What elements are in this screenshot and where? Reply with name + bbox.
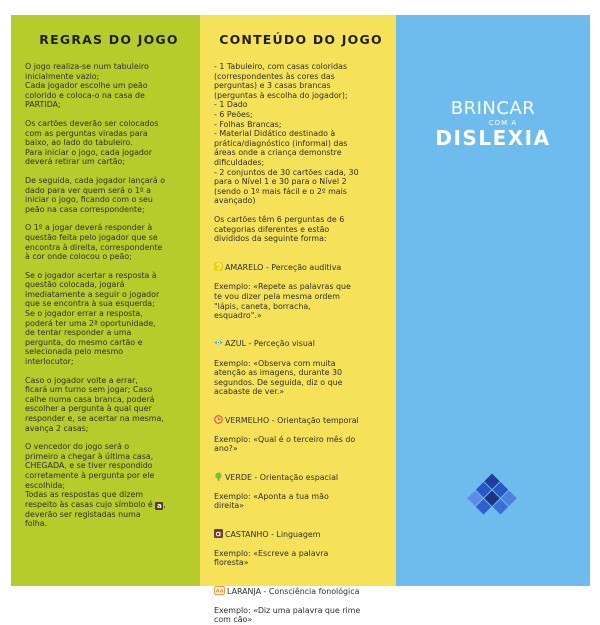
- category-laranja-title: LARANJA - Consciência fonológica: [227, 586, 360, 596]
- brand-logotype: [396, 99, 590, 149]
- category-castanho-title: CASTANHO - Linguagem: [225, 529, 321, 539]
- rules-panel: [11, 15, 200, 586]
- ear-icon: [214, 262, 223, 271]
- content-panel: [200, 15, 396, 625]
- rules-paragraph-4: O 1º a jogar deverá responder à questão feita pelo jogador que se encontra à direita, correspondente à cor onde colocou o peão;: [25, 223, 163, 262]
- content-intro: Os cartões têm 6 perguntas de 6 categorias diferentes e estão divididos da seguinte forma:: [214, 214, 345, 244]
- phonology-icon: [214, 586, 225, 595]
- cube-logo-icon: [460, 467, 524, 531]
- category-amarelo: [214, 253, 388, 321]
- category-verde-example: Exemplo: «Aponta a tua mão direita»: [214, 491, 329, 511]
- rules-paragraph-7-tail: , deverão ser registadas numa folha.: [25, 499, 166, 529]
- category-laranja-example: Exemplo: «Diz uma palavra que rime com cão»: [214, 605, 361, 625]
- rules-paragraph-6: Caso o jogador volte a errar, ficará um turno sem jogar; Caso calhe numa casa branca, poderá escolher a pergunta à qual quer responder e, se acertar na mesma, avança 2 casas;: [25, 375, 164, 433]
- brand-line-1: BRINCAR: [450, 98, 536, 119]
- content-heading: CONTEÚDO DO JOGO: [219, 32, 383, 47]
- category-verde-title: VERDE - Orientação espacial: [225, 472, 339, 482]
- category-vermelho: [214, 405, 388, 454]
- content-list: - 1 Tabuleiro, com casas coloridas (correspondentes às cores das perguntas) e 3 casas brancas (perguntas à escolha do jogador); - 1 Dado - 6 Peões; - Folhas Brancas; - Material Didático destinado à prática/diagnóstico (informal) das áreas onde a criança demonstre dificuldades; - 2 conjuntos de 30 cartões cada, 30 para o Nível 1 e 30 para o Nível 2 (sendo o 1º mais fácil e o 2º mais avançado): [214, 62, 359, 206]
- category-verde: [214, 462, 388, 511]
- tree-icon: [214, 472, 223, 481]
- eye-icon: [214, 338, 223, 347]
- clock-icon: [214, 415, 223, 424]
- rules-paragraph-5: Se o jogador acertar a resposta à questão colocada, jogará imediatamente a seguir o jogador que se encontra à sua esquerda; Se o jogador errar a resposta, poderá ter uma 2ª oportunidade, de tentar responder a uma pergunta, do mesmo cartão e selecionada pelo mesmo interlocutor;: [25, 270, 160, 367]
- category-vermelho-example: Exemplo: «Qual é o terceiro mês do ano?»: [214, 434, 356, 454]
- category-amarelo-example: Exemplo: «Repete as palavras que te vou dizer pela mesma ordem "lápis, caneta, borracha, esquadro".»: [214, 282, 351, 321]
- brand-panel: [396, 15, 590, 586]
- letter-a-icon: [214, 529, 223, 538]
- rules-paragraph-1: O jogo realiza-se num tabuleiro inicialmente vazio; Cada jogador escolhe um peão colorido e coloca-o na casa de PARTIDA;: [25, 62, 149, 110]
- category-vermelho-title: VERMELHO - Orientação temporal: [225, 415, 359, 425]
- category-castanho: [214, 519, 388, 568]
- rules-paragraph-2: Os cartões deverão ser colocados com as perguntas viradas para baixo, ao lado do tabuleiro. Para iniciar o jogo, cada jogador deverá retirar um cartão;: [25, 118, 159, 167]
- category-laranja: [214, 576, 388, 625]
- category-azul-example: Exemplo: «Observa com muita atenção as imagens, durante 30 segundos. De seguida, diz o que acabaste de ver.»: [214, 358, 343, 397]
- svg-text:Aä: Aä: [215, 588, 224, 595]
- rules-paragraph-7-text: O vencedor do jogo será o primeiro a chegar à última casa, CHEGADA, e se tiver respondido corretamente à pergunta por ele escolhida; Todas as respostas que dizem respeito às casas cujo símbolo é: [25, 442, 155, 509]
- rules-paragraph-3: De seguida, cada jogador lançará o dado para ver quem será o 1º a iniciar o jogo, ficando com o seu peão na casa correspondente;: [25, 175, 166, 214]
- category-castanho-example: Exemplo: «Escreve a palavra floresta»: [214, 548, 329, 568]
- category-amarelo-title: AMARELO - Perceção auditiva: [225, 263, 342, 273]
- category-azul: [214, 329, 388, 397]
- rules-paragraph-7: [25, 442, 193, 529]
- brand-line-2: COM A: [488, 119, 518, 127]
- rules-heading: REGRAS DO JOGO: [39, 32, 179, 47]
- brand-line-3: DISLEXIA: [435, 126, 551, 150]
- letter-a-icon: a: [156, 501, 162, 510]
- category-azul-title: AZUL - Perceção visual: [225, 339, 315, 349]
